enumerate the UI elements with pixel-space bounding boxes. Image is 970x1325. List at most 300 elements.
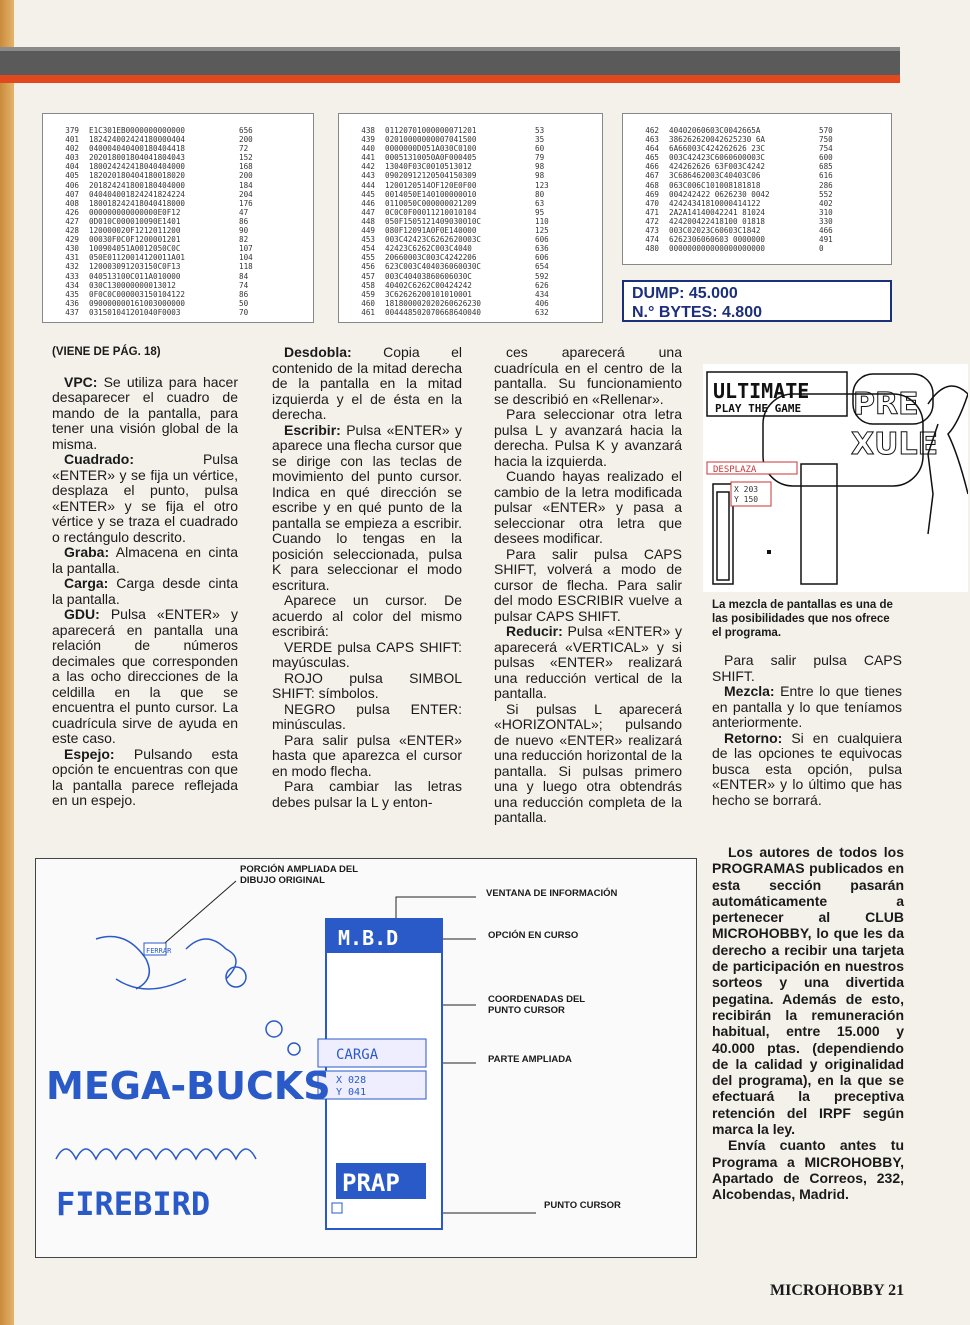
paragraph	[494, 547, 682, 625]
line-number: 464	[645, 144, 659, 154]
term: Graba:	[64, 544, 110, 560]
checksum: 204	[239, 189, 253, 199]
line-number: 460	[361, 298, 375, 308]
dump-row	[339, 217, 602, 226]
text-column-2	[272, 345, 462, 810]
dump-row	[623, 235, 891, 244]
hex-data: 3C686462003C40403C06	[669, 171, 761, 181]
checksum: 79	[535, 153, 545, 163]
dump-row	[623, 190, 891, 199]
hex-data: 42423C6262C003C4040	[385, 244, 472, 254]
hex-data: 00030F0C0F1200001201	[89, 235, 181, 245]
line-number: 403	[65, 153, 79, 163]
checksum: 330	[819, 216, 833, 226]
line-number: 404	[65, 162, 79, 172]
line-number: 428	[65, 226, 79, 236]
paragraph	[712, 731, 902, 809]
paragraph	[494, 624, 682, 702]
hex-data: 0000000D051A030C0100	[385, 144, 477, 154]
line-number: 461	[361, 307, 375, 317]
checksum: 184	[239, 180, 253, 190]
line-number: 468	[645, 180, 659, 190]
checksum: 636	[535, 244, 549, 254]
hex-data: 20660003C003C4242206	[385, 253, 477, 263]
editor-diagram	[35, 858, 697, 1258]
line-number: 379	[65, 126, 79, 135]
line-number: 405	[65, 171, 79, 181]
checksum: 632	[535, 307, 549, 317]
paragraph	[494, 345, 682, 407]
checksum: 200	[239, 135, 253, 145]
hex-data: 42424341810000414122	[669, 198, 761, 208]
dump-row	[43, 181, 313, 190]
line-number: 442	[361, 162, 375, 172]
hex-data: 0014050E140100000010	[385, 189, 477, 199]
label-cursor-coords: COORDENADAS DEL PUNTO CURSOR	[488, 994, 585, 1016]
dump-row	[623, 244, 891, 253]
checksum: 47	[239, 207, 249, 217]
checksum: 63	[535, 198, 545, 208]
hex-data: E1C301EB0000000000000	[89, 126, 186, 135]
line-number: 448	[361, 216, 375, 226]
hex-data: 120000020F1212011200	[89, 226, 181, 236]
label-cursor-point: PUNTO CURSOR	[544, 1200, 621, 1211]
hex-data: 386262620042625230 6A	[669, 135, 766, 145]
hex-data: 000000000000000E0F12	[89, 207, 181, 217]
text-column-4	[712, 653, 902, 808]
text-column-3	[494, 345, 682, 826]
checksum: 82	[239, 235, 249, 245]
term: VPC:	[64, 373, 98, 390]
dump-row	[623, 135, 891, 144]
paragraph	[712, 653, 902, 684]
line-number: 440	[361, 144, 375, 154]
dump-row	[339, 144, 602, 153]
checksum: 50	[239, 298, 249, 308]
checksum: 70	[239, 307, 249, 317]
checksum: 286	[819, 180, 833, 190]
term: Desdobla:	[284, 344, 352, 360]
line-number: 426	[65, 207, 79, 217]
dump-row	[623, 226, 891, 235]
paragraph	[52, 452, 238, 545]
svg-text:PRE: PRE	[853, 387, 919, 422]
page-footer: MICROHOBBY 21	[770, 1282, 905, 1299]
paragraph	[494, 702, 682, 826]
paragraph	[272, 640, 462, 671]
label-current-option: OPCIÓN EN CURSO	[488, 930, 579, 941]
dump-row	[339, 162, 602, 171]
checksum: 685	[819, 162, 833, 172]
line-number: 465	[645, 153, 659, 163]
hex-data: 201824241800180404000	[89, 180, 186, 190]
paragraph-text: Aparece un cursor. De acuerdo al color del mismo escribirá:	[272, 592, 462, 639]
paragraph	[272, 779, 462, 810]
dump-row	[43, 208, 313, 217]
checksum: 552	[819, 189, 833, 199]
svg-text:M.B.D: M.B.D	[338, 926, 399, 950]
dump-row	[623, 208, 891, 217]
hex-data: 090000000161003000000	[89, 298, 186, 308]
line-number: 444	[361, 180, 375, 190]
dump-row	[43, 262, 313, 271]
term: GDU:	[64, 606, 100, 622]
line-number: 471	[645, 207, 659, 217]
page-edge	[0, 0, 14, 1325]
checksum: 176	[239, 198, 253, 208]
svg-text:DESPLAZA: DESPLAZA	[713, 465, 757, 475]
term: Reducir:	[506, 623, 563, 639]
dump-row	[339, 190, 602, 199]
paragraph	[52, 607, 238, 747]
paragraph-text: Carga desde cinta la pantalla.	[52, 575, 238, 607]
dump-row	[339, 272, 602, 281]
checksum: 0	[819, 244, 824, 254]
line-number: 463	[645, 135, 659, 145]
promo-text	[712, 844, 904, 1203]
promo-paragraph: Envía cuanto antes tu Programa a MICROHOBBY, Apartado de Correos, 232, Alcobendas, Madrid.	[712, 1137, 904, 1203]
dump-row	[43, 299, 313, 308]
svg-text:X 203: X 203	[734, 485, 759, 494]
line-number: 443	[361, 171, 375, 181]
paragraph	[52, 545, 238, 576]
paragraph-text: Pulsando esta opción te encuentras con que la pantalla parece reflejada en un espejo.	[52, 745, 238, 808]
hex-data: 01120701000000071201	[385, 126, 477, 135]
paragraph	[712, 684, 902, 731]
hex-data: 202018001804041804043	[89, 153, 186, 163]
dump-row	[339, 235, 602, 244]
paragraph-text: Pulsa «ENTER» y aparece una flecha cursor que se dirige con las teclas de movimiento del punto cursor. Indica en qué dirección se escribe y en qué punto de la pantalla se empieza a escribir. Cuando lo tengas en la posición seleccionada, pulsa K para seleccionar el modo escritura.	[272, 421, 462, 593]
hex-data: 0110050C000000021209	[385, 198, 477, 208]
checksum: 200	[239, 171, 253, 181]
hex-data: 623C003C404036060030C	[385, 262, 482, 272]
game-screen-image	[703, 364, 968, 592]
line-number: 441	[361, 153, 375, 163]
label-zoomed-part: PARTE AMPLIADA	[488, 1054, 572, 1065]
checksum: 310	[819, 207, 833, 217]
hex-data: 080F12091A0F0E140000	[385, 226, 477, 236]
dump-row	[623, 171, 891, 180]
paragraph-text: NEGRO pulsa ENTER: minúsculas.	[272, 700, 462, 732]
checksum: 118	[239, 262, 253, 272]
dump-address: DUMP: 45.000	[632, 285, 738, 302]
dump-row	[339, 244, 602, 253]
hex-data: 030C130000000013012	[89, 280, 176, 290]
paragraph-text: Pulsa «ENTER» y aparecerá en pantalla una relación de números decimales que corresponden a las ocho direcciones de la celdilla en la que se encuentra el punto cursor. La cuadrícula sirve de ayuda en este caso.	[52, 606, 238, 746]
dump-row	[43, 281, 313, 290]
dump-row	[623, 181, 891, 190]
checksum: 152	[239, 153, 253, 163]
term: Retorno:	[724, 729, 783, 746]
checksum: 606	[535, 253, 549, 263]
hex-data: 0F0C0C000003150104122	[89, 289, 186, 299]
line-number: 401	[65, 135, 79, 145]
line-number: 437	[65, 307, 79, 317]
checksum: 616	[819, 171, 833, 181]
paragraph-text: ROJO pulsa SIMBOL SHIFT: símbolos.	[272, 669, 462, 701]
dump-row	[43, 153, 313, 162]
hex-data: 02010000000007041500	[385, 135, 477, 145]
line-number: 449	[361, 226, 375, 236]
hex-data: 13040F03C0010513012	[385, 162, 472, 172]
checksum: 626	[535, 280, 549, 290]
line-number: 439	[361, 135, 375, 145]
checksum: 53	[535, 126, 545, 135]
line-number: 447	[361, 207, 375, 217]
checksum: 406	[535, 298, 549, 308]
paragraph-text: Para cambiar las letras debes pulsar la L y enton-	[272, 778, 462, 810]
hex-data: 40402060603C0042665A	[669, 126, 761, 135]
paragraph-text: ces aparecerá una cuadrícula en el centro de la pantalla. Su funcionamiento se describió en «Rellenar».	[494, 344, 682, 407]
dump-row	[43, 144, 313, 153]
paragraph	[494, 407, 682, 469]
dump-row	[623, 126, 891, 135]
hex-data: 424200422418100 01818	[669, 216, 766, 226]
hex-data: 424262626 63F003C4242	[669, 162, 766, 172]
checksum: 107	[239, 244, 253, 254]
svg-text:FERRAR: FERRAR	[146, 947, 172, 955]
hex-data: 100904051A0012050C0C	[89, 244, 181, 254]
checksum: 80	[535, 189, 545, 199]
hex-dump-table-2	[338, 113, 603, 323]
hex-data: 2A2A14140042241 81024	[669, 207, 766, 217]
svg-text:PRAP: PRAP	[342, 1169, 400, 1197]
dump-row	[43, 217, 313, 226]
checksum: 95	[535, 207, 545, 217]
dump-row	[623, 162, 891, 171]
dump-row	[339, 181, 602, 190]
dump-row	[339, 226, 602, 235]
term: Cuadrado:	[64, 451, 134, 467]
line-number: 432	[65, 262, 79, 272]
checksum: 125	[535, 226, 549, 236]
dump-row	[43, 135, 313, 144]
paragraph-text: Para salir pulsa CAPS SHIFT, volverá a modo de cursor de flecha. Para salir del modo ESCRIBIR vuelve a pulsar CAPS SHIFT.	[494, 545, 682, 624]
line-number: 455	[361, 253, 375, 263]
mixed-screen-illustration	[703, 364, 968, 592]
line-number: 454	[361, 244, 375, 254]
dump-row	[43, 162, 313, 171]
dump-row	[43, 126, 313, 135]
term: Escribir:	[284, 421, 341, 438]
hex-data: 004242422 0626230 0042	[669, 189, 770, 199]
dump-info-box	[622, 280, 892, 322]
svg-text:MEGA-BUCKS: MEGA-BUCKS	[46, 1064, 331, 1108]
line-number: 459	[361, 289, 375, 299]
dump-row	[623, 217, 891, 226]
svg-text:ULTIMATE: ULTIMATE	[713, 379, 810, 403]
checksum: 84	[239, 271, 249, 281]
checksum: 98	[535, 162, 545, 172]
paragraph	[272, 423, 462, 594]
line-number: 467	[645, 171, 659, 181]
promo-paragraph: Los autores de todos los PROGRAMAS publicados en esta sección pasarán automáticamente a pertenecer al CLUB MICROHOBBY, lo que les da derecho a recibir una tarjeta de participación en nuestros sorteos y una divertida pegatina. Además de esto, recibirán la remuneración habitual, entre 15.000 y 40.000 ptas. (dependiendo de la calidad y originalidad del programa), en la que se efectuará la preceptiva retención del IRPF según marca la ley.	[712, 844, 904, 1138]
hex-data: 040004040400180404418	[89, 144, 186, 154]
line-number: 446	[361, 198, 375, 208]
line-number: 445	[361, 189, 375, 199]
dump-row	[339, 299, 602, 308]
line-number: 453	[361, 235, 375, 245]
paragraph	[52, 747, 238, 809]
dump-row	[339, 290, 602, 299]
checksum: 72	[239, 144, 249, 154]
dump-row	[43, 290, 313, 299]
checksum: 86	[239, 216, 249, 226]
paragraph	[494, 469, 682, 547]
dump-row	[339, 153, 602, 162]
svg-text:FIREBIRD: FIREBIRD	[56, 1185, 211, 1223]
hex-data: 40402C6262C00424242	[385, 280, 472, 290]
line-number: 433	[65, 271, 79, 281]
line-number: 473	[645, 226, 659, 236]
hex-data: 180024242418040404000	[89, 162, 186, 172]
line-number: 436	[65, 298, 79, 308]
paragraph	[272, 702, 462, 733]
hex-data: 6262306060603 0000000	[669, 235, 766, 245]
line-number: 430	[65, 244, 79, 254]
hex-data: 050E01120014120011A01	[89, 253, 186, 263]
line-number: 462	[645, 126, 659, 135]
paragraph	[52, 576, 238, 607]
hex-dump-table-3	[622, 113, 892, 265]
paragraph-text: Para salir pulsa «ENTER» hasta que aparezca el cursor en modo flecha.	[272, 731, 462, 779]
checksum: 656	[239, 126, 253, 135]
svg-text:CARGA: CARGA	[336, 1047, 379, 1063]
line-number: 427	[65, 216, 79, 226]
dump-row	[43, 272, 313, 281]
hex-data: 000000000000000000000	[669, 244, 766, 254]
hex-data: 182020180404180018020	[89, 171, 186, 181]
label-info-window: VENTANA DE INFORMACIÓN	[486, 888, 618, 899]
checksum: 600	[819, 153, 833, 163]
checksum: 74	[239, 280, 249, 290]
line-number: 472	[645, 216, 659, 226]
line-number: 429	[65, 235, 79, 245]
paragraph	[272, 733, 462, 780]
line-number: 408	[65, 198, 79, 208]
paragraph-text: Si en cualquiera de las opciones te equivocas busca esta opción, pulsa «ENTER» y lo último que has hecho se borrará.	[712, 729, 902, 808]
hex-data: 040404001824241824224	[89, 189, 186, 199]
checksum: 98	[535, 171, 545, 181]
dump-row	[339, 171, 602, 180]
checksum: 168	[239, 162, 253, 172]
dump-row	[339, 281, 602, 290]
dump-row	[43, 226, 313, 235]
paragraph-text: Pulsa «ENTER» y se fija un vértice, desplaza el punto, pulsa «ENTER» y se fija el otro vértice y se traza el cuadrado o rectángulo descrito.	[52, 451, 238, 545]
byte-count: N.° BYTES: 4.800	[632, 304, 762, 321]
hex-data: 003C40403860606030C	[385, 271, 472, 281]
paragraph	[272, 593, 462, 640]
checksum: 60	[535, 144, 545, 154]
checksum: 90	[239, 226, 249, 236]
dump-row	[339, 199, 602, 208]
checksum: 754	[819, 144, 833, 154]
dump-row	[623, 144, 891, 153]
line-number: 406	[65, 180, 79, 190]
label-zoomed-portion: PORCIÓN AMPLIADA DEL DIBUJO ORIGINAL	[240, 864, 358, 886]
hex-data: 050F1505121409030010C	[385, 216, 482, 226]
line-number: 407	[65, 189, 79, 199]
line-number: 470	[645, 198, 659, 208]
checksum: 570	[819, 126, 833, 135]
image-caption: La mezcla de pantallas es una de las posibilidades que nos ofrece el programa.	[712, 599, 893, 639]
paragraph-text: VERDE pulsa CAPS SHIFT: mayúsculas.	[272, 638, 462, 670]
checksum: 86	[239, 289, 249, 299]
checksum: 491	[819, 235, 833, 245]
checksum: 110	[535, 216, 549, 226]
paragraph-text: Cuando hayas realizado el cambio de la letra modificada pulsar «ENTER» y pasa a seleccionar otra letra que desees modificar.	[494, 468, 682, 546]
hex-data: 181800002020260626230	[385, 298, 482, 308]
paragraph	[272, 345, 462, 423]
svg-text:XULE: XULE	[851, 427, 939, 462]
hex-data: 09020912120504150309	[385, 171, 477, 181]
svg-text:PLAY THE GAME: PLAY THE GAME	[715, 402, 802, 415]
hex-data: 003C42423C6060600003C	[669, 153, 766, 163]
line-number: 435	[65, 289, 79, 299]
hex-data: 040513100C011A010000	[89, 271, 181, 281]
paragraph-text: Se utiliza para hacer desaparecer el cuadro de mando de la pantalla, para tener una visión global de la misma.	[52, 373, 238, 452]
hex-data: 3C62626200101010001	[385, 289, 472, 299]
paragraph-text: Entre lo que tienes en pantalla y lo que teníamos anteriormente.	[712, 683, 902, 730]
hex-data: 6A66003C424262626 23C	[669, 144, 766, 154]
dump-row	[339, 126, 602, 135]
line-number: 480	[645, 244, 659, 254]
checksum: 592	[535, 271, 549, 281]
checksum: 466	[819, 226, 833, 236]
dump-row	[43, 171, 313, 180]
line-number: 469	[645, 189, 659, 199]
line-number: 457	[361, 271, 375, 281]
term: Mezcla:	[724, 683, 775, 699]
hex-data: 003C42423C6262620003C	[385, 235, 482, 245]
paragraph-text: Copia el contenido de la mitad derecha de la pantalla en la mitad izquierda y el de ésta en la derecha.	[272, 344, 462, 422]
term: Carga:	[64, 575, 109, 591]
dump-row	[43, 308, 313, 317]
hex-data: 182424002424180000404	[89, 135, 186, 145]
dump-row	[623, 153, 891, 162]
dump-row	[43, 199, 313, 208]
hex-dump-table-1	[42, 113, 314, 323]
checksum: 434	[535, 289, 549, 299]
line-number: 438	[361, 126, 375, 135]
hex-data: 004448502070668640040	[385, 307, 482, 317]
dump-row	[339, 135, 602, 144]
paragraph-text: Para salir pulsa CAPS SHIFT.	[712, 652, 902, 684]
line-number: 456	[361, 262, 375, 272]
dump-row	[623, 199, 891, 208]
continued-header: (VIENE DE PÁG. 18)	[52, 346, 161, 358]
checksum: 606	[535, 235, 549, 245]
paragraph-text: Pulsa «ENTER» y aparecerá «VERTICAL» y si pulsas «ENTER» realizará una reducción vertical de la pantalla.	[494, 623, 682, 701]
hex-data: 180018242418040418000	[89, 198, 186, 208]
header-bar	[0, 47, 900, 83]
hex-data: 063C006C101008181818	[669, 180, 761, 190]
paragraph	[272, 671, 462, 702]
paragraph-text: Almacena en cinta la pantalla.	[52, 544, 238, 576]
svg-text:Y 041: Y 041	[336, 1087, 367, 1098]
dump-row	[339, 308, 602, 317]
svg-text:Y 150: Y 150	[734, 495, 759, 504]
paragraph-text: Si pulsas L aparecerá «HORIZONTAL»; pulsando de nuevo «ENTER» realizará una reducción horizontal de la pantalla. Si pulsas primero una y luego otra obtendrás una reducción completa de la pantalla.	[494, 700, 682, 825]
checksum: 35	[535, 135, 545, 145]
paragraph-text: Para seleccionar otra letra pulsa L y avanzará hacia la derecha. Pulsa K y avanzará hacia la izquierda.	[494, 406, 682, 469]
paragraph	[52, 375, 238, 453]
dump-row	[339, 253, 602, 262]
hex-data: 00051310050A0F000405	[385, 153, 477, 163]
dump-row	[339, 208, 602, 217]
checksum: 104	[239, 253, 253, 263]
line-number: 431	[65, 253, 79, 263]
